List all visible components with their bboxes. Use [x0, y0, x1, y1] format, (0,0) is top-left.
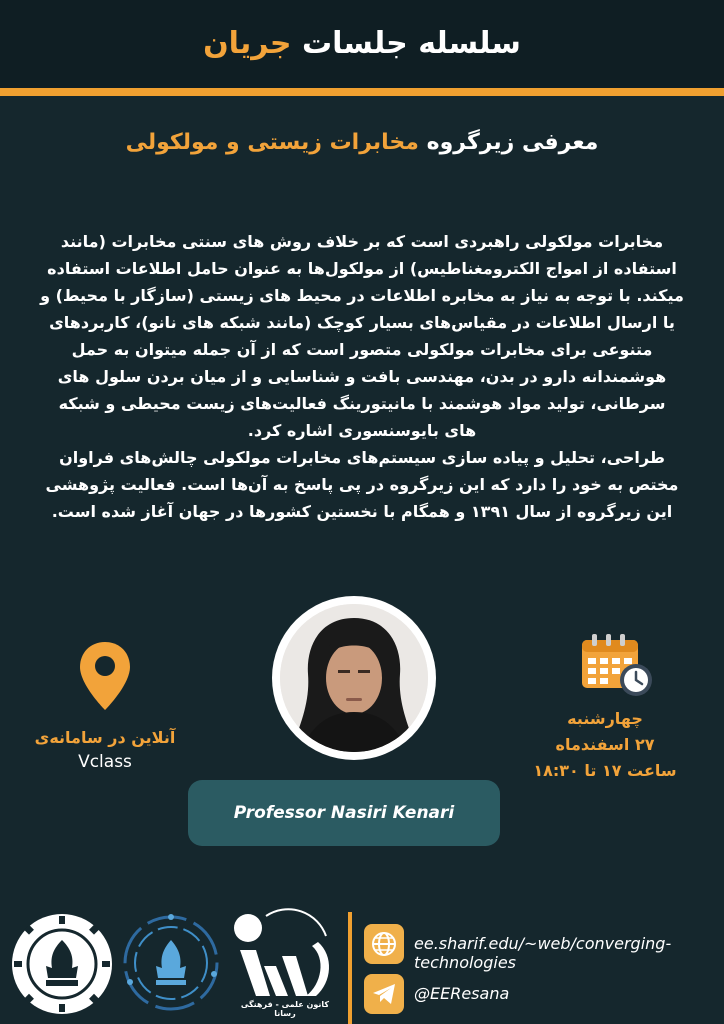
globe-icon [364, 924, 404, 964]
subtitle-accent: مخابرات زیستی و مولکولی [125, 130, 419, 155]
subtitle-prefix: معرفی زیرگروه [426, 130, 599, 155]
location-platform: Vclass [78, 752, 132, 772]
description-paragraph-1: مخابرات مولکولی راهبردی است که بر خلاف روش های سنتی مخابرات (مانند استفاده از امواج الکترومغناطیس) از مولکول‌ها به عنوان حامل اطلاعات استفاده میکند. با توجه به نیاز به مخابره اطلاعات در محیط های زیستی (سازگار با محیط) و یا ارسال اطلاعات در مقیاس‌های بسیار کوچک (مانند شبکه های نانو)، کاربردهای متنوعی برای مخابرات مولکولی متصور است که از آن جمله میتوان به حمل هوشمندانه دارو در بدن، مهندسی بافت و شناسایی و از میان بردن سلول های سرطانی، تولید مواد هوشمند با مانیتورینگ فعالیت‌های زیست محیطی و شبکه های بایوسنسوری اشاره کرد. [40, 232, 684, 440]
website-link[interactable]: ee.sharif.edu/~web/converging-technologies [414, 934, 672, 972]
telegram-handle[interactable]: @EEResana [414, 984, 510, 1003]
footer-divider [348, 912, 352, 1024]
schedule [520, 706, 690, 784]
converging-technologies-logo [122, 912, 220, 1014]
series-title-accent: جریان [203, 26, 292, 61]
series-title [0, 26, 724, 61]
description [40, 228, 684, 525]
schedule-time: ساعت ۱۷ تا ۱۸:۳۰ [533, 761, 677, 780]
telegram-icon [364, 974, 404, 1014]
subtitle [0, 130, 724, 155]
location-label: آنلاین در سامانه‌ی [34, 728, 176, 747]
schedule-date: ۲۷ اسفندماه [555, 735, 655, 754]
speaker-name-box [188, 780, 500, 846]
sharif-university-logo [10, 912, 114, 1016]
series-title-prefix: سلسله جلسات [301, 26, 521, 61]
map-pin-icon [78, 640, 132, 712]
accent-divider [0, 88, 724, 96]
schedule-day: چهارشنبه [567, 709, 643, 728]
description-paragraph-2: طراحی، تحلیل و پیاده سازی سیستم‌های مخابرات مولکولی چالش‌های فراوان مختص به خود را دارد که این زیرگروه در پی پاسخ به آن‌ها است. فعالیت پژوهشی این زیرگروه از سال ۱۳۹۱ و همگام با نخستین کشورها در جهان آغاز شده است. [45, 448, 679, 521]
speaker-name: Professor Nasiri Kenari [233, 803, 455, 823]
resana-caption: کانون علمی - فرهنگی رسانا [240, 1000, 330, 1018]
calendar-clock-icon [580, 632, 654, 698]
speaker-photo [280, 604, 428, 752]
